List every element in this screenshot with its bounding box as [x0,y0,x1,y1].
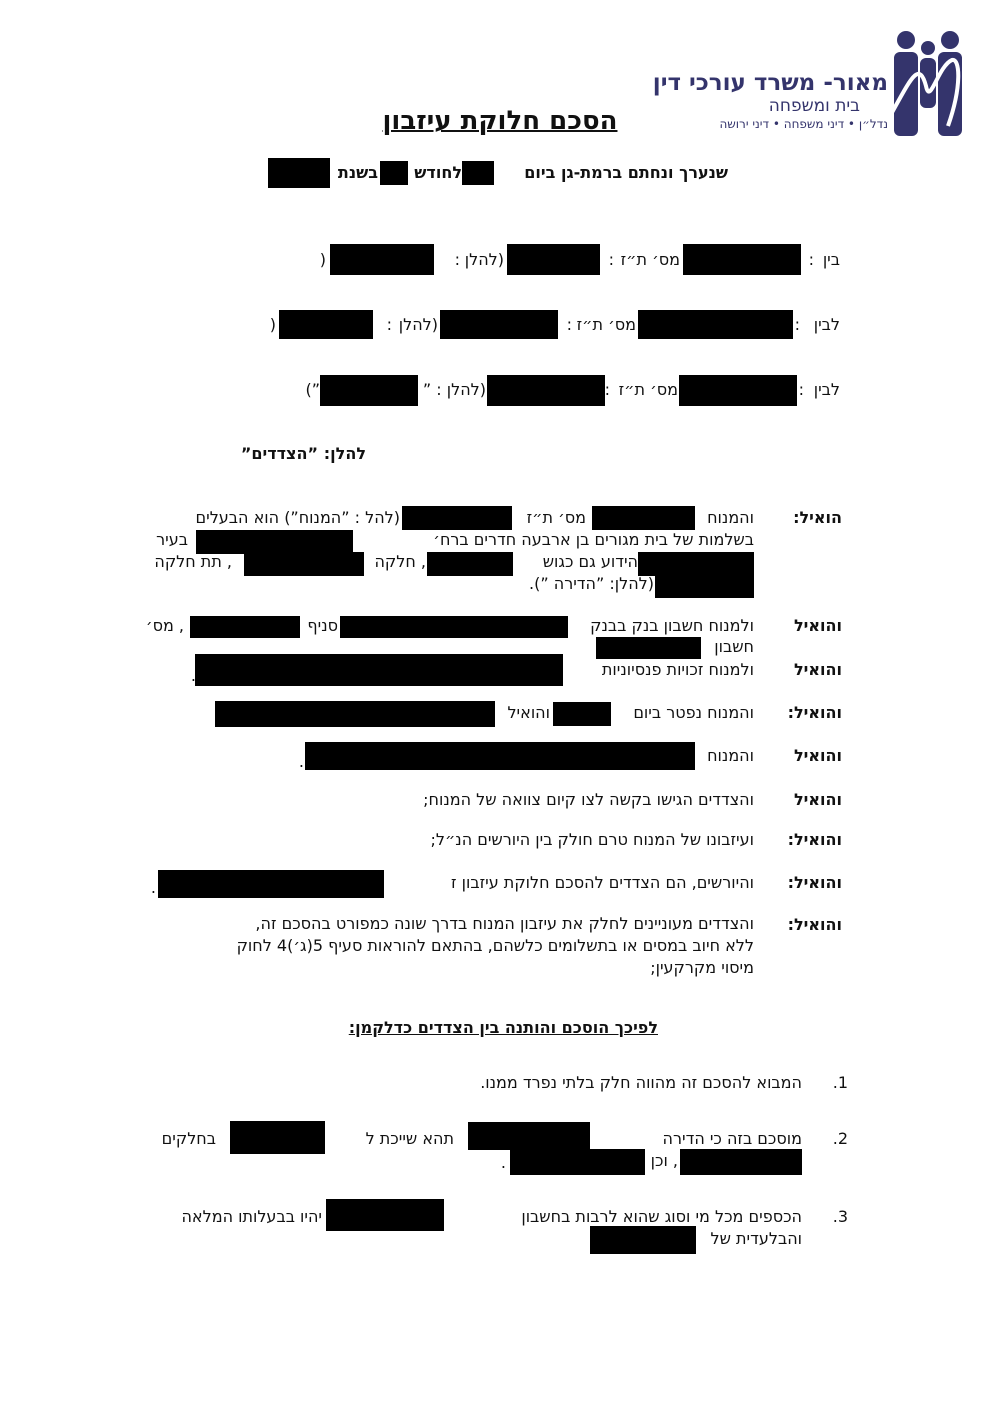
whereas-1-house: בשלמות של בית מגורים בן ארבעה חדרים ברח׳ [433,530,754,549]
whereas-1-block: הידוע גם כגוש [542,552,638,571]
redaction-year [268,158,330,188]
clause-3-text-a: הכספים מכל מי וסוג שהוא לרבות בחשבון [521,1207,802,1226]
whereas-1-subparcel: , תת חלקה [154,552,232,571]
redaction-party2-name [638,310,793,339]
party2-between: לבין [813,315,840,334]
party2-id-label: מס׳ ת״ז [576,315,636,334]
clause-3-text-b: יהיו בבעלותו המלאה [181,1207,322,1226]
clause-2-text-c: בחלקים [161,1129,216,1148]
whereas-5-dot: . [298,752,304,771]
clause-1-number: .1 [832,1073,848,1092]
redaction-day [462,161,494,185]
whereas-keyword: והואיל: [787,703,842,722]
redaction-bank [340,616,568,638]
party1-id-label: מס׳ ת״ז [620,250,680,269]
party2-below: (להלן [398,315,438,334]
whereas-2-account: חשבון [714,637,754,656]
signed-prefix: שנערך ונחתם ברמת-גן ביום [524,163,728,182]
whereas-5-text: והמנוח [707,746,754,765]
redaction-party1-alias [330,244,434,275]
redaction-account [596,637,701,659]
whereas-1-parcel: , חלקה [374,552,426,571]
signed-year: בשנת [337,163,378,182]
whereas-keyword: והואיל: [787,830,842,849]
redaction-clause3-a [326,1199,444,1231]
party3-below: (להלן : ” [422,380,486,399]
redaction-street [196,530,353,554]
clause-2-number: .2 [832,1129,848,1148]
whereas-1-text: והמנוח [707,508,754,527]
whereas-keyword: והואיל: [787,915,842,934]
clause-2-text-a: מוסכם בזה כי הדירה [662,1129,802,1148]
whereas-1-owner: (להל : ”המנוח”) הוא הבעלים [195,508,400,527]
hereinafter-value: ”הצדדים” [240,444,318,463]
whereas-3-dot: . [190,666,196,685]
redaction-clause2-d [510,1149,645,1175]
logo-subtitle: בית ומשפחה [768,96,860,116]
redaction-city [638,552,754,576]
redaction-death-date [553,702,611,726]
whereas-8-text: והיורשים, הם הצדדים להסכם חלוקת עיזבון ז [450,873,754,892]
whereas-keyword: והואיל [793,660,842,679]
redaction-deceased-id [402,506,512,530]
clause-1-text: המבוא להסכם זה מהווה חלק בלתי נפרד ממנו. [480,1073,802,1092]
redaction-party3-id [487,375,605,406]
whereas-2-branch: סניף [307,616,338,635]
redaction-8-detail [158,870,384,898]
signed-month: לחודש [414,163,462,182]
agreed-heading: לפיכך הוסכם והותנה בין הצדדים כדלקמן: [348,1018,658,1037]
clause-2-text-e: . [500,1153,506,1172]
party1-below: (להלן [464,250,504,269]
whereas-9-line2: ללא חיוב במסים או בתשלומים כלשהם, בהתאם להוראות סעיף 5(ג׳)4 לחוק [236,936,754,955]
party1-between: בין [822,250,840,269]
clause-2-text-d: , וכן [650,1151,678,1170]
redaction-block [427,552,513,576]
whereas-keyword: והואיל [793,616,842,635]
redaction-deceased-name [592,506,695,530]
party3-id-label: מס׳ ת״ז [618,380,678,399]
logo-firm-name: מאור- משרד עורכי דין [652,70,888,96]
whereas-1-apartment: (להלן: ”הדירה ”). [529,574,654,593]
whereas-keyword: הואיל: [793,508,842,527]
whereas-9-line3: מיסוי מקרקעין; [650,958,754,977]
redaction-5-detail [305,742,695,770]
redaction-subparcel [655,574,754,598]
redaction-party3-name [679,375,797,406]
party1-paren: ( [319,250,326,269]
redaction-party2-alias [279,310,373,339]
hereinafter-label: להלן: [323,444,366,463]
whereas-7-text: ועיזבונו של המנוח טרם חולק בין היורשים הנ״ל; [430,830,754,849]
whereas-3-pension: ולמנוח זכויות פנסיוניות [601,660,754,679]
whereas-1-id: מס׳ ת״ז [526,508,586,527]
redaction-clause2-a [468,1122,590,1150]
whereas-6-text: והצדדים הגישו בקשה לצו קיום צוואה של המנוח; [423,790,754,809]
whereas-keyword: והואיל [793,790,842,809]
redaction-party1-name [683,244,801,275]
redaction-4-detail [215,701,495,727]
redaction-parcel [244,552,364,576]
redaction-month [380,161,408,185]
clause-3-number: .3 [832,1207,848,1226]
whereas-keyword: והואיל [793,746,842,765]
whereas-keyword: והואיל: [787,873,842,892]
redaction-branch [190,616,300,638]
redaction-clause3-b [590,1226,696,1254]
whereas-4-and: והואיל [507,703,550,722]
document-title: הסכם חלוקת עיזבון [382,106,618,136]
whereas-2-no: , מס׳ [145,616,184,635]
redaction-party3-alias [320,375,418,406]
clause-2-text-b: תהא שייכת ל [365,1129,454,1148]
whereas-1-city: בעיר [156,530,188,549]
clause-3-text-c: והבלעדית של [710,1229,802,1248]
redaction-party1-id [507,244,600,275]
logo-tagline: נדל״ן • דיני משפחה • דיני ירושה [719,117,888,131]
redaction-party2-id [440,310,558,339]
redaction-clause2-b [230,1121,325,1154]
party3-quote: ”) [305,380,320,399]
whereas-4-died: והמנוח נפטר ביום [633,703,754,722]
party3-between: לבין [813,380,840,399]
whereas-9-line1: והצדדים מעוניינים לחלק את עיזבון המנוח בדרך שונה כמפורט בהסכם זה, [255,914,754,933]
whereas-8-dot: . [150,878,156,897]
redaction-clause2-c [680,1149,802,1175]
redaction-pension [195,654,563,686]
party2-paren: ( [269,315,276,334]
whereas-2-bank: ולמנוח חשבון בנק בבנק [590,616,754,635]
